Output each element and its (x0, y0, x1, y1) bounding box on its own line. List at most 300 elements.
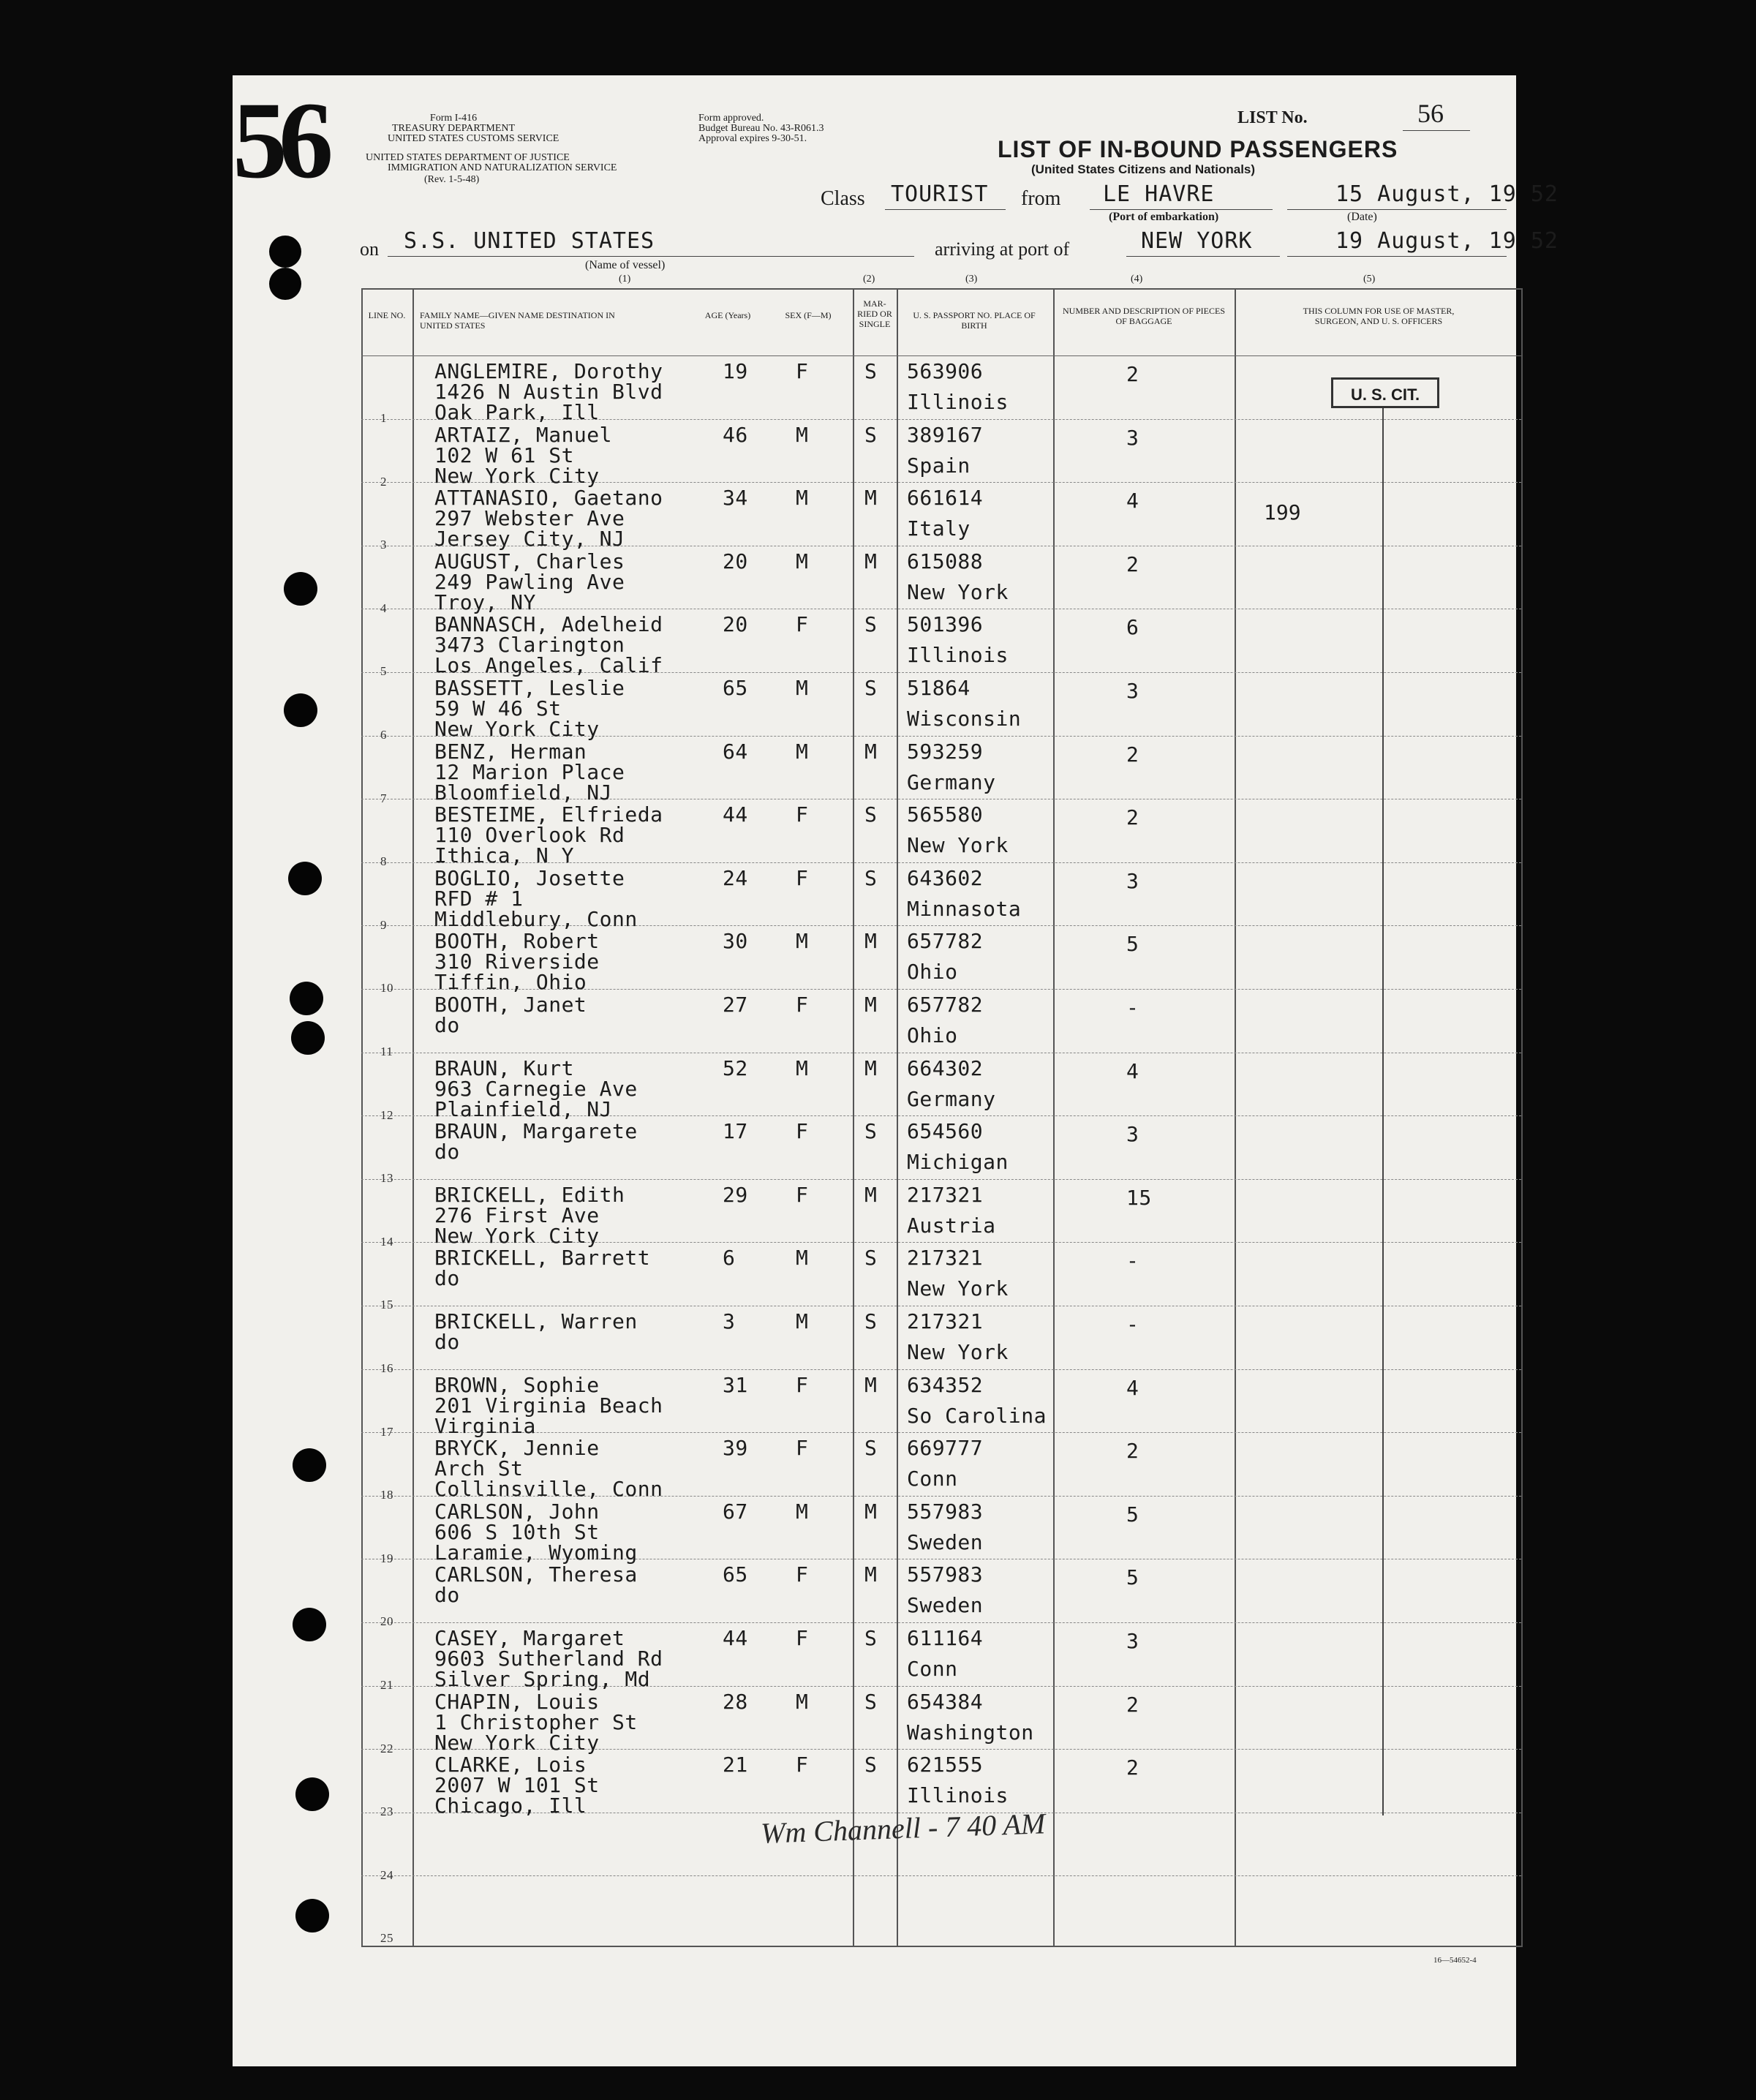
list-no-underline (1403, 130, 1470, 131)
passenger-age: 29 (723, 1182, 748, 1207)
passenger-destination: Plainfield, NJ (434, 1096, 613, 1121)
vessel-label: (Name of vessel) (585, 259, 666, 271)
baggage-count: 2 (1126, 552, 1139, 576)
passenger-destination: Virginia (434, 1413, 536, 1438)
ins-service: IMMIGRATION AND NATURALIZATION SERVICE (388, 162, 617, 173)
line-number: 21 (380, 1678, 393, 1692)
handwritten-inspector-note: Wm Channell - 7 40 AM (760, 1807, 1046, 1850)
passenger-age: 30 (723, 929, 748, 954)
marital-status: S (864, 1436, 878, 1461)
passenger-age: 65 (723, 676, 748, 700)
ditto-line (1382, 408, 1384, 1815)
line-number: 10 (380, 981, 393, 996)
page-title: LIST OF IN-BOUND PASSENGERS (998, 136, 1398, 162)
passenger-age: 65 (723, 1562, 748, 1587)
passenger-destination: do (434, 1266, 460, 1291)
line-number: 9 (380, 917, 387, 932)
list-no-value: 56 (1417, 99, 1444, 128)
passport-number: 217321 (907, 1246, 984, 1271)
marital-status: S (864, 865, 878, 890)
punch-hole (290, 982, 323, 1015)
passenger-destination: Middlebury, Conn (434, 906, 638, 931)
form-approved: Form approved. (698, 113, 764, 124)
col-header-baggage: NUMBER AND DESCRIPTION OF PIECES OF BAGGAGE (1062, 306, 1226, 326)
header-divider (361, 355, 1521, 356)
approval-expires: Approval expires 9-30-51. (698, 133, 807, 144)
row-divider (361, 1369, 1521, 1370)
passenger-destination: do (434, 1583, 460, 1608)
passenger-destination: New York City (434, 1223, 600, 1248)
baggage-count: 2 (1126, 1439, 1139, 1464)
passenger-destination: New York City (434, 717, 600, 741)
customs-service: UNITED STATES CUSTOMS SERVICE (388, 133, 559, 144)
passenger-destination: 963 Carnegie Ave (434, 1076, 638, 1101)
punch-hole (288, 862, 322, 895)
passenger-destination: New York City (434, 1730, 600, 1755)
passenger-sex: F (796, 1182, 809, 1207)
passenger-name: CLARKE, Lois (434, 1753, 587, 1777)
class-label: Class (821, 187, 865, 210)
passenger-name: BANNASCH, Adelheid (434, 612, 663, 637)
baggage-count: - (1126, 1312, 1139, 1336)
us-citizen-stamp: U. S. CIT. (1331, 377, 1439, 408)
passport-number: 661614 (907, 486, 984, 511)
passenger-sex: M (796, 486, 809, 511)
marital-status: S (864, 802, 878, 827)
passenger-destination: Silver Spring, Md (434, 1667, 651, 1691)
place-of-birth: New York (907, 579, 1009, 604)
passenger-age: 44 (723, 1626, 748, 1650)
passport-number: 664302 (907, 1055, 984, 1080)
justice-dept: UNITED STATES DEPARTMENT OF JUSTICE (366, 152, 570, 163)
passenger-age: 20 (723, 612, 748, 637)
line-number: 12 (380, 1107, 393, 1122)
passport-number: 217321 (907, 1182, 984, 1207)
passenger-destination: 2007 W 101 St (434, 1773, 600, 1798)
passport-number: 669777 (907, 1436, 984, 1461)
passenger-name: BRICKELL, Barrett (434, 1246, 651, 1271)
baggage-count: 5 (1126, 1502, 1139, 1527)
passport-number: 611164 (907, 1626, 984, 1650)
passenger-sex: M (796, 1499, 809, 1524)
marital-status: M (864, 739, 878, 764)
baggage-count: 3 (1126, 425, 1139, 450)
col-divider (412, 290, 414, 1946)
baggage-count: 6 (1126, 615, 1139, 640)
line-number: 2 (380, 474, 387, 489)
passport-number: 557983 (907, 1562, 984, 1587)
punch-hole (293, 1448, 326, 1482)
passenger-sex: F (796, 359, 809, 383)
passenger-sex: M (796, 549, 809, 573)
place-of-birth: Minnasota (907, 896, 1022, 921)
passenger-destination: RFD # 1 (434, 886, 524, 911)
line-number: 25 (380, 1931, 393, 1946)
officer-note: 199 (1264, 500, 1301, 524)
passenger-age: 24 (723, 865, 748, 890)
row-divider (361, 1875, 1521, 1876)
col-header-sex: SEX (F—M) (785, 310, 832, 320)
marital-status: M (864, 1182, 878, 1207)
place-of-birth: Spain (907, 453, 971, 478)
col-header-married: MAR-RIED OR SINGLE (857, 298, 892, 329)
line-number: 4 (380, 601, 387, 615)
list-number-large: 56 (233, 80, 325, 201)
class-value: TOURIST (891, 181, 989, 207)
baggage-count: - (1126, 1249, 1139, 1273)
line-number: 19 (380, 1551, 393, 1565)
vessel-underline (388, 256, 914, 257)
passenger-name: BROWN, Sophie (434, 1372, 600, 1397)
passenger-name: ANGLEMIRE, Dorothy (434, 359, 663, 383)
marital-status: S (864, 1309, 878, 1333)
passenger-destination: 110 Overlook Rd (434, 823, 625, 848)
passenger-destination: 310 Riverside (434, 949, 600, 974)
passport-number: 654560 (907, 1119, 984, 1144)
passenger-destination: 297 Webster Ave (434, 506, 625, 531)
passenger-sex: M (796, 929, 809, 954)
baggage-count: 3 (1126, 1122, 1139, 1147)
line-number: 23 (380, 1804, 393, 1819)
passenger-age: 64 (723, 739, 748, 764)
line-number: 8 (380, 854, 387, 869)
passenger-destination: do (434, 1330, 460, 1354)
arrival-date-underline (1287, 256, 1507, 257)
vessel-name: S.S. UNITED STATES (404, 228, 655, 254)
col-num-4: (4) (1131, 274, 1143, 285)
passenger-sex: F (796, 802, 809, 827)
punch-hole (293, 1608, 326, 1641)
passenger-destination: Collinsville, Conn (434, 1477, 663, 1502)
passenger-destination: 1426 N Austin Blvd (434, 380, 663, 404)
line-number: 15 (380, 1298, 393, 1312)
on-label: on (360, 238, 379, 260)
marital-status: S (864, 612, 878, 637)
place-of-birth: Michigan (907, 1150, 1009, 1175)
passenger-name: AUGUST, Charles (434, 549, 625, 573)
passport-number: 657782 (907, 929, 984, 954)
passenger-name: ARTAIZ, Manuel (434, 422, 613, 447)
place-of-birth: Illinois (907, 1783, 1009, 1808)
passenger-destination: Bloomfield, NJ (434, 780, 613, 805)
passenger-sex: M (796, 1309, 809, 1333)
col-num-1: (1) (619, 274, 631, 285)
place-of-birth: Sweden (907, 1593, 984, 1618)
passenger-age: 21 (723, 1753, 748, 1777)
arrival-port: NEW YORK (1141, 228, 1253, 254)
passenger-destination: 59 W 46 St (434, 696, 562, 720)
punch-hole (295, 1899, 329, 1932)
line-number: 11 (380, 1045, 393, 1058)
baggage-count: - (1126, 996, 1139, 1020)
baggage-count: 4 (1126, 489, 1139, 513)
passenger-destination: 1 Christopher St (434, 1709, 638, 1734)
passenger-sex: F (796, 1562, 809, 1587)
baggage-count: 4 (1126, 1375, 1139, 1400)
departure-date: 15 August, 19 52 (1335, 181, 1559, 207)
marital-status: S (864, 1689, 878, 1714)
place-of-birth: Ohio (907, 1023, 958, 1047)
marital-status: S (864, 1119, 878, 1144)
passenger-sex: M (796, 676, 809, 700)
punch-hole (291, 1021, 325, 1055)
form-revision: (Rev. 1-5-48) (424, 174, 480, 185)
passenger-destination: Laramie, Wyoming (434, 1540, 638, 1565)
place-of-birth: Ohio (907, 960, 958, 985)
line-number: 7 (380, 791, 387, 805)
passenger-age: 17 (723, 1119, 748, 1144)
passenger-destination: 249 Pawling Ave (434, 569, 625, 594)
line-number: 6 (380, 728, 387, 742)
col-divider (853, 290, 854, 1946)
passenger-destination: 201 Virginia Beach (434, 1393, 663, 1418)
passenger-age: 34 (723, 486, 748, 511)
passenger-destination: 276 First Ave (434, 1203, 600, 1227)
place-of-birth: Illinois (907, 643, 1009, 668)
passenger-destination: 9603 Sutherland Rd (434, 1646, 663, 1671)
passenger-sex: F (796, 993, 809, 1017)
punch-hole (284, 693, 317, 727)
passenger-sex: M (796, 1246, 809, 1271)
passport-number: 593259 (907, 739, 984, 764)
marital-status: M (864, 549, 878, 573)
passenger-name: ATTANASIO, Gaetano (434, 486, 663, 511)
place-of-birth: Illinois (907, 390, 1009, 414)
place-of-birth: New York (907, 833, 1009, 858)
date-underline (1287, 209, 1507, 210)
passenger-sex: F (796, 612, 809, 637)
line-number: 17 (380, 1424, 393, 1439)
place-of-birth: Wisconsin (907, 707, 1022, 731)
passport-number: 621555 (907, 1753, 984, 1777)
place-of-birth: Sweden (907, 1529, 984, 1554)
form-number: Form I-416 (429, 113, 478, 124)
passport-number: 657782 (907, 993, 984, 1017)
passenger-age: 19 (723, 359, 748, 383)
marital-status: M (864, 1499, 878, 1524)
passport-number: 51864 (907, 676, 971, 700)
punch-hole (269, 268, 301, 300)
marital-status: M (864, 1372, 878, 1397)
passenger-name: CHAPIN, Louis (434, 1689, 600, 1714)
baggage-count: 5 (1126, 1565, 1139, 1590)
passenger-sex: F (796, 1626, 809, 1650)
passenger-name: BASSETT, Leslie (434, 676, 625, 700)
passenger-age: 6 (723, 1246, 736, 1271)
row-divider (361, 1179, 1521, 1180)
marital-status: M (864, 929, 878, 954)
passenger-name: BRYCK, Jennie (434, 1436, 600, 1461)
marital-status: S (864, 422, 878, 447)
page-subtitle: (United States Citizens and Nationals) (1031, 162, 1256, 176)
col-divider (897, 290, 898, 1946)
place-of-birth: New York (907, 1276, 1009, 1301)
footer-code: 16—54652-4 (1433, 1956, 1477, 1965)
line-number: 20 (380, 1614, 393, 1629)
col-divider (1235, 290, 1236, 1946)
passenger-destination: 12 Marion Place (434, 759, 625, 784)
baggage-count: 2 (1126, 362, 1139, 386)
passenger-age: 52 (723, 1055, 748, 1080)
passenger-sex: F (796, 1753, 809, 1777)
passenger-name: CARLSON, Theresa (434, 1562, 638, 1587)
passenger-age: 39 (723, 1436, 748, 1461)
place-of-birth: So Carolina (907, 1403, 1047, 1428)
port-embarkation: LE HAVRE (1103, 181, 1215, 207)
passport-number: 557983 (907, 1499, 984, 1524)
marital-status: S (864, 676, 878, 700)
passenger-sex: F (796, 865, 809, 890)
passenger-age: 67 (723, 1499, 748, 1524)
baggage-count: 2 (1126, 1755, 1139, 1780)
baggage-count: 3 (1126, 1629, 1139, 1653)
passenger-age: 28 (723, 1689, 748, 1714)
line-number: 22 (380, 1741, 393, 1755)
punch-hole (284, 572, 317, 606)
marital-status: S (864, 359, 878, 383)
passenger-name: BOOTH, Janet (434, 993, 587, 1017)
class-underline (885, 209, 1006, 210)
place-of-birth: Germany (907, 1086, 996, 1111)
col-num-2: (2) (863, 274, 875, 285)
passenger-name: CARLSON, John (434, 1499, 600, 1524)
arriving-label: arriving at port of (935, 238, 1070, 260)
place-of-birth: New York (907, 1340, 1009, 1364)
passenger-age: 3 (723, 1309, 736, 1333)
marital-status: S (864, 1246, 878, 1271)
date-label: (Date) (1347, 211, 1377, 223)
baggage-count: 4 (1126, 1058, 1139, 1083)
col-num-3: (3) (965, 274, 978, 285)
baggage-count: 3 (1126, 868, 1139, 893)
passenger-age: 44 (723, 802, 748, 827)
punch-hole (295, 1777, 329, 1811)
marital-status: M (864, 486, 878, 511)
passenger-destination: Jersey City, NJ (434, 527, 625, 552)
baggage-count: 2 (1126, 805, 1139, 830)
place-of-birth: Washington (907, 1720, 1034, 1745)
budget-bureau: Budget Bureau No. 43-R061.3 (698, 123, 824, 134)
passport-number: 634352 (907, 1372, 984, 1397)
passport-number: 501396 (907, 612, 984, 637)
passenger-name: BOOTH, Robert (434, 929, 600, 954)
port-underline (1126, 256, 1280, 257)
passenger-age: 27 (723, 993, 748, 1017)
passenger-name: BRAUN, Margarete (434, 1119, 638, 1144)
passenger-destination: 102 W 61 St (434, 443, 574, 467)
baggage-count: 2 (1126, 1692, 1139, 1717)
passenger-name: BRAUN, Kurt (434, 1055, 574, 1080)
passenger-destination: do (434, 1013, 460, 1037)
passenger-destination: Troy, NY (434, 590, 536, 614)
marital-status: M (864, 993, 878, 1017)
col-divider (1053, 290, 1055, 1946)
passenger-sex: M (796, 1689, 809, 1714)
passport-number: 654384 (907, 1689, 984, 1714)
passenger-sex: F (796, 1436, 809, 1461)
passenger-sex: M (796, 422, 809, 447)
line-number: 24 (380, 1867, 393, 1882)
marital-status: S (864, 1626, 878, 1650)
place-of-birth: Conn (907, 1467, 958, 1491)
passenger-name: BOGLIO, Josette (434, 865, 625, 890)
passenger-destination: Arch St (434, 1456, 524, 1481)
line-number: 5 (380, 664, 387, 679)
col-header-age: AGE (Years) (704, 310, 751, 320)
line-number: 3 (380, 538, 387, 552)
row-divider (361, 1622, 1521, 1623)
col-header-passport: U. S. PASSPORT NO. PLACE OF BIRTH (913, 310, 1036, 331)
passenger-name: BESTEIME, Elfrieda (434, 802, 663, 827)
line-number: 16 (380, 1361, 393, 1375)
passenger-name: BENZ, Herman (434, 739, 587, 764)
marital-status: M (864, 1055, 878, 1080)
passenger-age: 20 (723, 549, 748, 573)
baggage-count: 3 (1126, 679, 1139, 703)
marital-status: S (864, 1753, 878, 1777)
passenger-destination: Los Angeles, Calif (434, 653, 663, 678)
treasury-dept: TREASURY DEPARTMENT (391, 123, 516, 134)
passenger-sex: F (796, 1119, 809, 1144)
line-number: 1 (380, 411, 387, 425)
port-embarkation-label: (Port of embarkation) (1109, 211, 1219, 223)
passenger-destination: Ithica, N Y (434, 843, 574, 868)
passport-number: 389167 (907, 422, 984, 447)
place-of-birth: Germany (907, 769, 996, 794)
place-of-birth: Italy (907, 516, 971, 541)
line-number: 18 (380, 1488, 393, 1502)
col-num-5: (5) (1363, 274, 1376, 285)
from-label: from (1021, 187, 1061, 210)
passport-number: 217321 (907, 1309, 984, 1333)
col-header-line-no: LINE NO. (368, 310, 406, 320)
passenger-destination: Oak Park, Ill (434, 400, 600, 424)
passenger-name: BRICKELL, Edith (434, 1182, 625, 1207)
baggage-count: 15 (1126, 1185, 1152, 1210)
passenger-destination: Tiffin, Ohio (434, 970, 587, 995)
passport-number: 565580 (907, 802, 984, 827)
col-header-officers: THIS COLUMN FOR USE OF MASTER, SURGEON, AND U. S. OFFICERS (1303, 306, 1455, 326)
arrival-date: 19 August, 19 52 (1335, 228, 1559, 254)
place-of-birth: Austria (907, 1213, 996, 1238)
marital-status: M (864, 1562, 878, 1587)
line-number: 14 (380, 1234, 393, 1249)
baggage-count: 5 (1126, 932, 1139, 957)
from-underline (1090, 209, 1273, 210)
place-of-birth: Conn (907, 1657, 958, 1681)
passenger-age: 46 (723, 422, 748, 447)
col-header-name: FAMILY NAME—GIVEN NAME DESTINATION IN UNITED STATES (420, 310, 615, 331)
line-number: 13 (380, 1171, 393, 1186)
passenger-destination: do (434, 1140, 460, 1164)
passenger-destination: Chicago, Ill (434, 1794, 587, 1818)
passport-number: 643602 (907, 865, 984, 890)
punch-hole (269, 236, 301, 268)
passenger-name: CASEY, Margaret (434, 1626, 625, 1650)
passport-number: 615088 (907, 549, 984, 573)
list-no-label: LIST No. (1237, 108, 1308, 127)
baggage-count: 2 (1126, 742, 1139, 767)
passenger-sex: M (796, 739, 809, 764)
passenger-destination: New York City (434, 463, 600, 488)
passenger-age: 31 (723, 1372, 748, 1397)
passport-number: 563906 (907, 359, 984, 383)
passenger-name: BRICKELL, Warren (434, 1309, 638, 1333)
passenger-destination: 606 S 10th St (434, 1519, 600, 1544)
passenger-sex: F (796, 1372, 809, 1397)
passenger-sex: M (796, 1055, 809, 1080)
passenger-destination: 3473 Clarington (434, 633, 625, 658)
